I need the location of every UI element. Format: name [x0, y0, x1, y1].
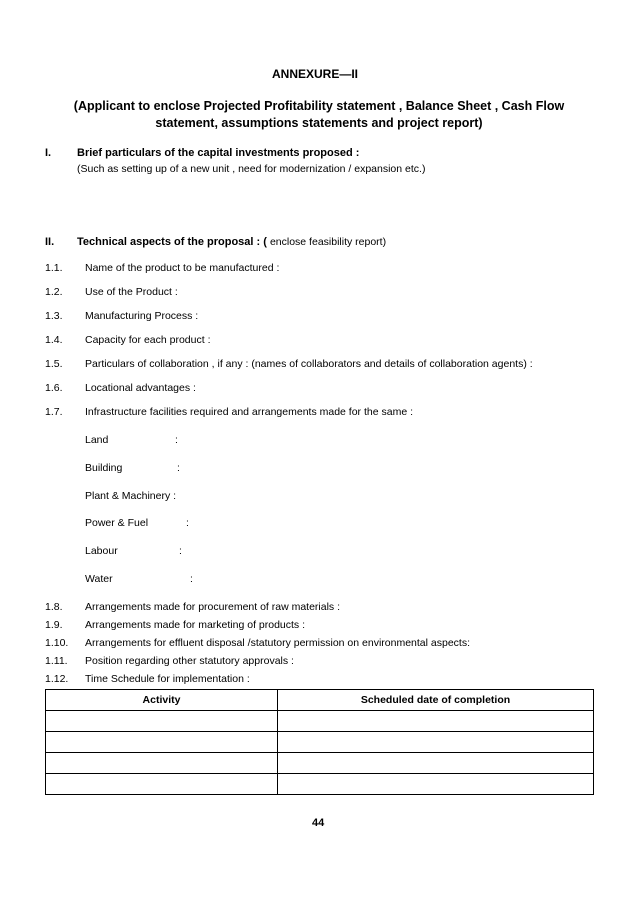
completion-date-cell[interactable]	[278, 753, 594, 774]
item-number: 1.8.	[45, 601, 63, 613]
section-2-number: II.	[45, 236, 55, 248]
table-row	[46, 711, 594, 732]
item-text: Name of the product to be manufactured :	[85, 262, 280, 274]
infra-power-colon: :	[186, 517, 189, 529]
item-number: 1.2.	[45, 286, 63, 298]
item-text: Particulars of collaboration , if any : (names of collaborators and details of collaboration agents) :	[85, 358, 533, 370]
section-2-heading: Technical aspects of the proposal : (	[77, 236, 267, 248]
item-number: 1.3.	[45, 310, 63, 322]
infra-building-colon: :	[177, 462, 180, 474]
item-number: 1.11.	[45, 655, 68, 667]
item-text: Capacity for each product :	[85, 334, 211, 346]
section-1-note: (Such as setting up of a new unit , need for modernization / expansion etc.)	[77, 163, 426, 175]
infra-power-label: Power & Fuel	[85, 517, 149, 529]
infra-labour-colon: :	[179, 545, 182, 557]
infra-building-label: Building	[85, 462, 123, 474]
item-text: Infrastructure facilities required and arrangements made for the same :	[85, 406, 413, 418]
section-1-number: I.	[45, 147, 52, 159]
item-text: Use of the Product :	[85, 286, 178, 298]
table-row	[46, 774, 594, 795]
schedule-table	[45, 689, 594, 795]
item-number: 1.1.	[45, 262, 63, 274]
completion-date-cell[interactable]	[278, 774, 594, 795]
page-title: ANNEXURE—II	[272, 67, 359, 81]
item-text: Arrangements made for marketing of products :	[85, 619, 306, 631]
infra-land-colon: :	[175, 434, 178, 446]
item-number: 1.7.	[45, 406, 63, 418]
item-text: Arrangements for effluent disposal /statutory permission on environmental aspects:	[85, 637, 471, 649]
infra-water-colon: :	[190, 573, 193, 585]
item-text: Arrangements made for procurement of raw materials :	[85, 601, 341, 613]
table-header-row	[46, 690, 594, 711]
item-text: Position regarding other statutory approvals :	[85, 655, 294, 667]
item-number: 1.10.	[45, 637, 69, 649]
completion-date-cell[interactable]	[278, 732, 594, 753]
item-number: 1.5.	[45, 358, 63, 370]
table-row	[46, 732, 594, 753]
infra-land-label: Land	[85, 434, 109, 446]
activity-header: Activity	[46, 690, 278, 711]
item-number: 1.9.	[45, 619, 63, 631]
activity-cell[interactable]	[46, 774, 278, 795]
item-number: 1.12.	[45, 673, 69, 685]
completion-date-cell[interactable]	[278, 711, 594, 732]
page-subtitle: (Applicant to enclose Projected Profitability statement , Balance Sheet , Cash Flow statement, assumptions statements and project report)	[73, 99, 565, 130]
item-text: Time Schedule for implementation :	[85, 673, 250, 685]
infra-plant-label: Plant & Machinery :	[85, 490, 177, 502]
item-text: Locational advantages :	[85, 382, 196, 394]
page-number: 44	[312, 817, 325, 829]
completion-date-header: Scheduled date of completion	[278, 690, 594, 711]
item-number: 1.4.	[45, 334, 63, 346]
activity-cell[interactable]	[46, 732, 278, 753]
item-text: Manufacturing Process :	[85, 310, 199, 322]
section-2-heading-note: enclose feasibility report)	[269, 236, 387, 248]
section-1-heading: Brief particulars of the capital investments proposed :	[77, 147, 360, 159]
table-row	[46, 753, 594, 774]
infra-water-label: Water	[85, 573, 113, 585]
section-2-heading-line	[77, 236, 386, 248]
activity-cell[interactable]	[46, 711, 278, 732]
activity-cell[interactable]	[46, 753, 278, 774]
item-number: 1.6.	[45, 382, 63, 394]
infra-labour-label: Labour	[85, 545, 118, 557]
